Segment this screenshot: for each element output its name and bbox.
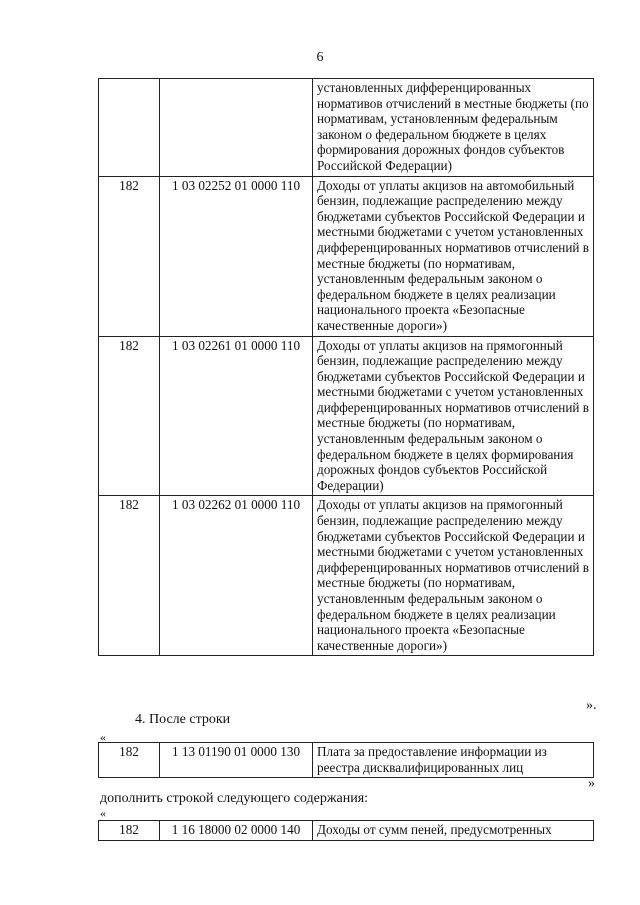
- budget-code-cell: 1 03 02252 01 0000 110: [160, 176, 313, 336]
- budget-code-cell: 1 13 01190 01 0000 130: [160, 743, 313, 778]
- page-number: 6: [316, 50, 324, 65]
- table-row: [99, 336, 594, 496]
- closing-quote: ».: [586, 698, 597, 713]
- existing-row-table: [98, 742, 594, 778]
- description-cell: Доходы от уплаты акцизов на прямогонный бензин, подлежащие распределению между бюджетами субъектов Российской Федерации и местными бюджетами с учетом установленных дифференцированных нормативов отчислений в местные бюджеты (по нормативам, установленным федеральным законом о федеральном бюджете в целях формирования дорожных фондов субъектов Российской Федерации): [313, 336, 594, 496]
- supplement-instruction: дополнить строкой следующего содержания:: [100, 791, 369, 806]
- description-cell: Доходы от уплаты акцизов на прямогонный бензин, подлежащие распределению между бюджетами субъектов Российской Федерации и местными бюджетами с учетом установленных дифференцированных нормативов отчислений в местные бюджеты (по нормативам, установленным федеральным законом о федеральном бюджете в целях реализации национального проекта «Безопасные качественные дороги»): [313, 496, 594, 656]
- item-4-heading: 4. После строки: [135, 712, 231, 727]
- table-row: [99, 496, 594, 656]
- description-cell: Плата за предоставление информации из реестра дисквалифицированных лиц: [313, 743, 594, 778]
- table-row: [99, 79, 594, 177]
- description-cell: установленных дифференцированных нормативов отчислений в местные бюджеты (по нормативам, установленным федеральным законом о федеральном бюджете в целях формирования дорожных фондов субъектов Российской Федерации): [313, 79, 594, 177]
- admin-code-cell: 182: [99, 336, 160, 496]
- table-row: [99, 821, 594, 841]
- budget-code-cell: 1 03 02262 01 0000 110: [160, 496, 313, 656]
- description-cell: Доходы от уплаты акцизов на автомобильный бензин, подлежащие распределению между бюджетами субъектов Российской Федерации и местными бюджетами с учетом установленных дифференцированных нормативов отчислений в местные бюджеты (по нормативам, установленным федеральным законом о федеральном бюджете в целях реализации национального проекта «Безопасные качественные дороги»): [313, 176, 594, 336]
- admin-code-cell: 182: [99, 821, 160, 841]
- admin-code-cell: 182: [99, 496, 160, 656]
- admin-code-cell: 182: [99, 743, 160, 778]
- budget-code-cell: 1 03 02261 01 0000 110: [160, 336, 313, 496]
- table-row: [99, 743, 594, 778]
- closing-quote: »: [588, 776, 595, 791]
- budget-code-cell: [160, 79, 313, 177]
- new-row-table: [98, 820, 594, 841]
- description-cell: Доходы от сумм пеней, предусмотренных: [313, 821, 594, 841]
- opening-quote: «: [100, 730, 106, 744]
- budget-code-cell: 1 16 18000 02 0000 140: [160, 821, 313, 841]
- budget-codes-table: [98, 78, 594, 656]
- opening-quote: «: [100, 806, 106, 820]
- admin-code-cell: [99, 79, 160, 177]
- table-row: [99, 176, 594, 336]
- admin-code-cell: 182: [99, 176, 160, 336]
